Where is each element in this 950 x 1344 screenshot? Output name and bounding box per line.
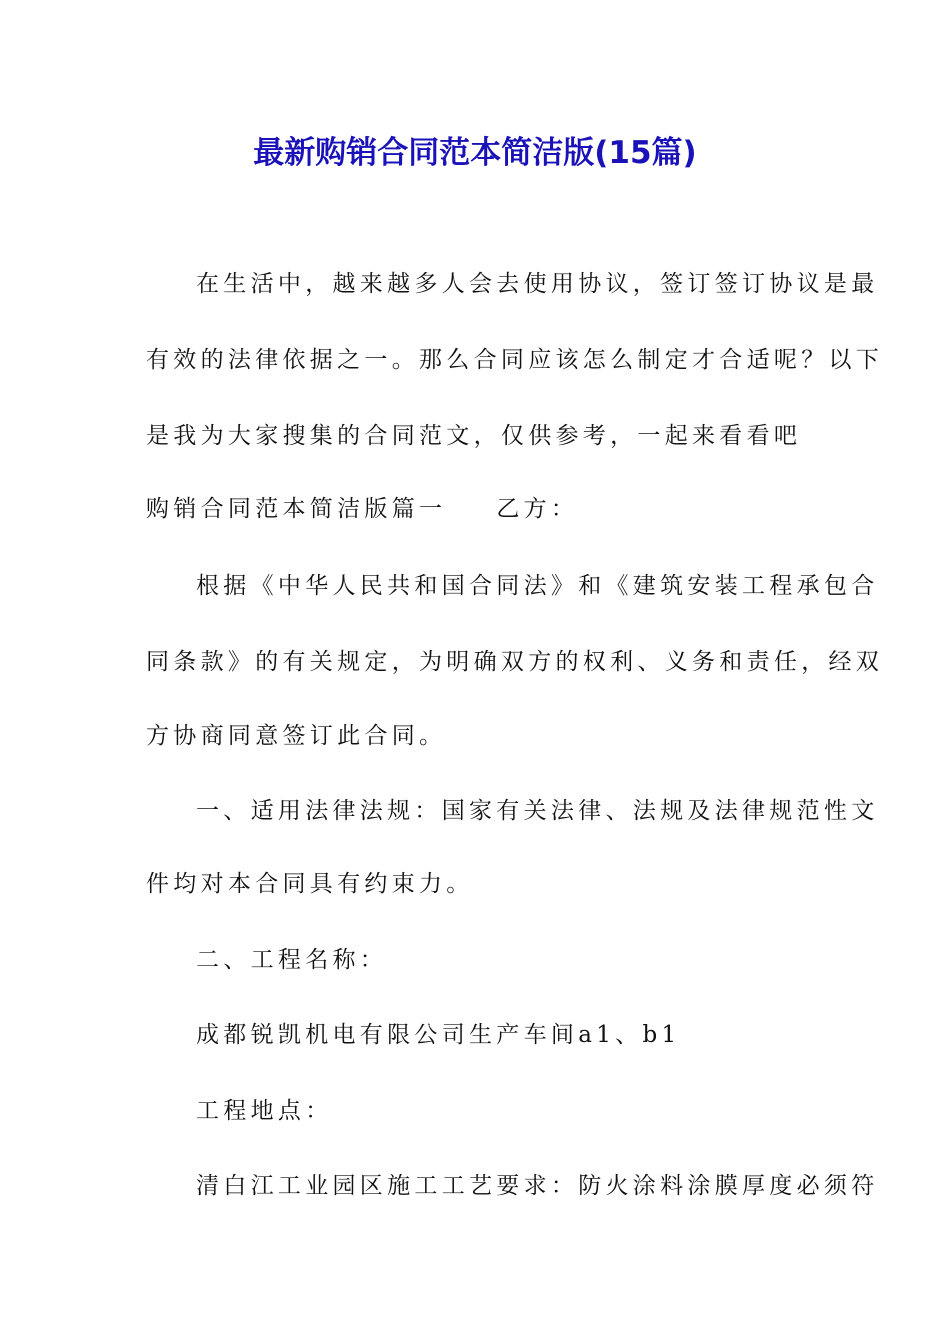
paragraph-line: 清白江工业园区施工工艺要求：防火涂料涂膜厚度必须符 [196,1173,879,1199]
paragraph-line: 方协商同意签订此合同。 [146,723,447,749]
paragraph-line: 有效的法律依据之一。那么合同应该怎么制定才合适呢？以下 [146,347,884,373]
project-location-label: 工程地点： [196,1098,333,1124]
party-label: 乙方： [496,496,579,522]
paragraph-line: 根据《中华人民共和国合同法》和《建筑安装工程承包合 [196,573,879,599]
paragraph-line: 在生活中，越来越多人会去使用协议，签订签订协议是最 [196,271,879,297]
paragraph-line: 一、适用法律法规：国家有关法律、法规及法律规范性文 [196,798,879,824]
clause-2-heading: 二、工程名称： [196,947,388,973]
paragraph-line: 同条款》的有关规定，为明确双方的权利、义务和责任，经双 [146,649,884,675]
page-title: 最新购销合同范本简洁版(15篇) [253,135,697,171]
paragraph-line: 是我为大家搜集的合同范文，仅供参考，一起来看看吧 [146,423,802,449]
section-heading-line [146,489,806,529]
paragraph-line: 件均对本合同具有约束力。 [146,871,474,897]
project-name: 成都锐凯机电有限公司生产车间a1、b1 [196,1022,681,1048]
section-heading: 购销合同范本简洁版篇一 [146,496,447,522]
